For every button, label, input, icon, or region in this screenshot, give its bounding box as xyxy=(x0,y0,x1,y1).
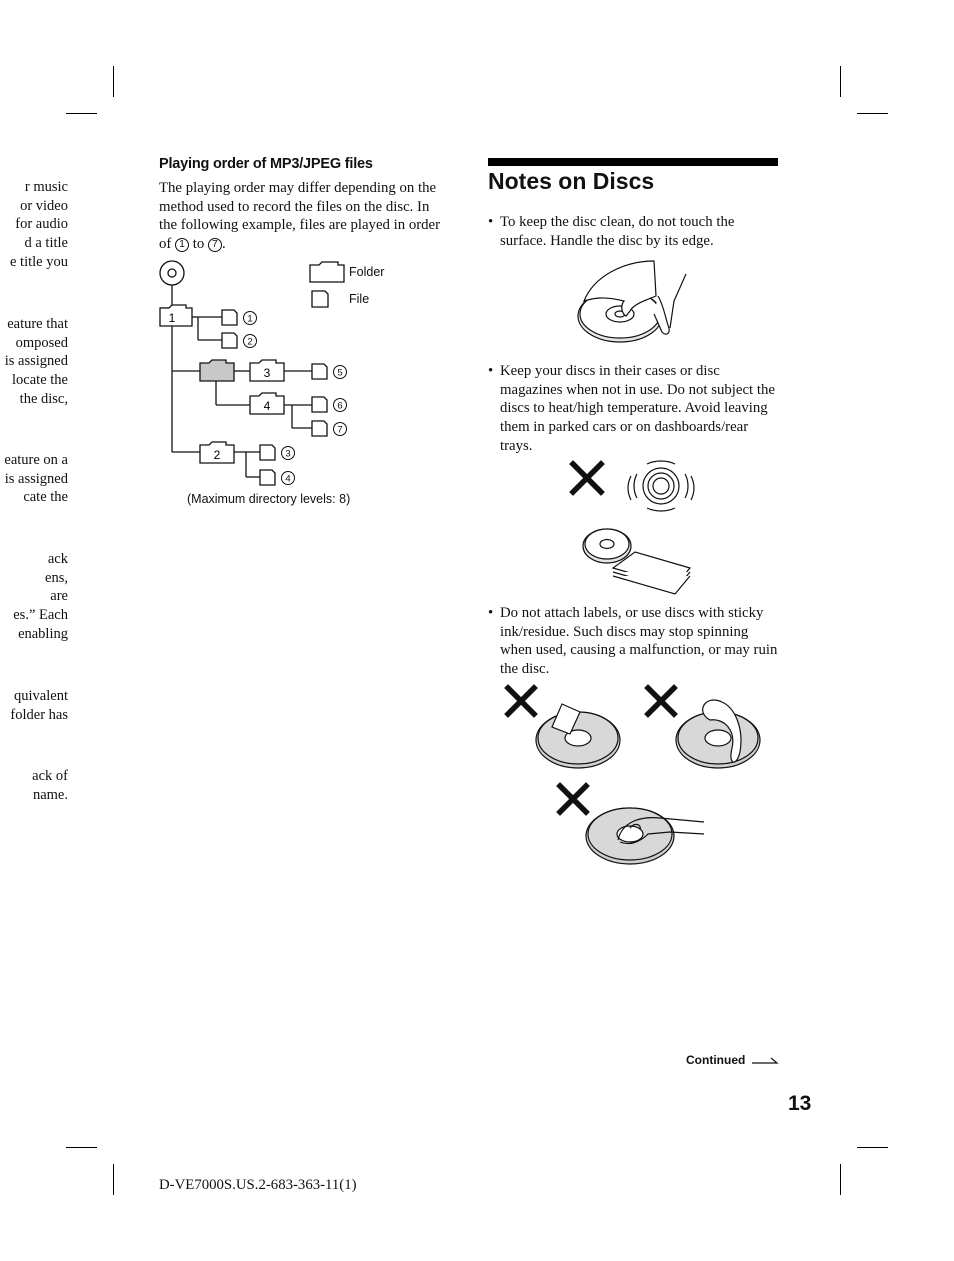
file-icon xyxy=(222,310,237,325)
file-icon xyxy=(260,470,275,485)
legend-folder-label: Folder xyxy=(349,265,385,279)
left-fragment: quivalent folder has xyxy=(10,688,68,723)
left-fragment: ack of name. xyxy=(32,768,68,803)
label-warning-illustration xyxy=(500,682,770,872)
file-icon xyxy=(222,333,237,348)
legend-file-label: File xyxy=(349,292,370,306)
playing-order-heading: Playing order of MP3/JPEG files xyxy=(159,156,373,172)
folder-number: 4 xyxy=(263,399,271,413)
footer-code: D-VE7000S.US.2-683-363-11(1) xyxy=(159,1177,357,1193)
bullet-item: • Do not attach labels, or use discs with sticky ink/residue. Such discs may stop spinning when used, causing a malfunction, or may ruin the disc. xyxy=(488,605,778,678)
legend-folder-icon xyxy=(310,262,344,282)
crop-mark xyxy=(66,113,97,114)
folder-1-icon xyxy=(160,305,192,326)
folder-number: 1 xyxy=(168,311,176,325)
playing-order-text: The playing order may differ depending on the method used to record the files on the disc. In the following example, files are played in order of 1 to 7 . xyxy=(159,180,441,253)
legend-file-icon xyxy=(312,291,328,307)
heat-storage-illustration xyxy=(565,456,705,596)
marker-7: 7 xyxy=(208,238,222,252)
file-icon xyxy=(260,445,275,460)
bullet-item: • Keep your discs in their cases or disc magazines when not in use. Do not subject the discs to heat/high temperature. Avoid leaving them in parked cars or on dashboards/rear trays. xyxy=(488,363,775,454)
bullet-item: • To keep the disc clean, do not touch the surface. Handle the disc by its edge. xyxy=(488,214,735,249)
marker-1: 1 xyxy=(175,238,189,252)
page-number: 13 xyxy=(788,1092,812,1115)
crop-mark xyxy=(840,1164,841,1195)
crop-mark xyxy=(66,1147,97,1148)
file-icon xyxy=(312,364,327,379)
crop-mark xyxy=(857,1147,888,1148)
left-fragment: r music or video for audio d a title e title you xyxy=(10,179,68,270)
tree-caption: (Maximum directory levels: 8) xyxy=(187,492,351,506)
disc-icon xyxy=(160,261,184,285)
file-marker: 5 xyxy=(337,367,343,379)
disc-handling-illustration xyxy=(574,256,694,356)
left-fragment: eature that omposed is assigned locate the the disc, xyxy=(4,316,68,407)
heading-bar xyxy=(488,158,778,166)
file-marker: 4 xyxy=(285,473,291,485)
file-icon xyxy=(312,397,327,412)
folder-number: 2 xyxy=(213,448,221,462)
continued-label: Continued xyxy=(686,1053,781,1067)
crop-mark xyxy=(840,66,841,97)
arrow-right-icon xyxy=(751,1056,781,1066)
folder-shaded-icon xyxy=(200,360,234,381)
left-fragment: eature on a is assigned cate the xyxy=(4,452,68,506)
file-marker: 3 xyxy=(285,448,291,460)
crop-mark xyxy=(113,1164,114,1195)
file-icon xyxy=(312,421,327,436)
file-marker: 7 xyxy=(337,424,343,436)
notes-title: Notes on Discs xyxy=(488,168,655,194)
folder-tree-diagram xyxy=(150,255,410,495)
crop-mark xyxy=(113,66,114,97)
file-marker: 2 xyxy=(247,336,253,348)
crop-mark xyxy=(857,113,888,114)
file-marker: 6 xyxy=(337,400,343,412)
folder-number: 3 xyxy=(263,366,271,380)
file-marker: 1 xyxy=(247,313,253,325)
left-fragment: ack ens, are es.” Each enabling xyxy=(13,551,68,642)
